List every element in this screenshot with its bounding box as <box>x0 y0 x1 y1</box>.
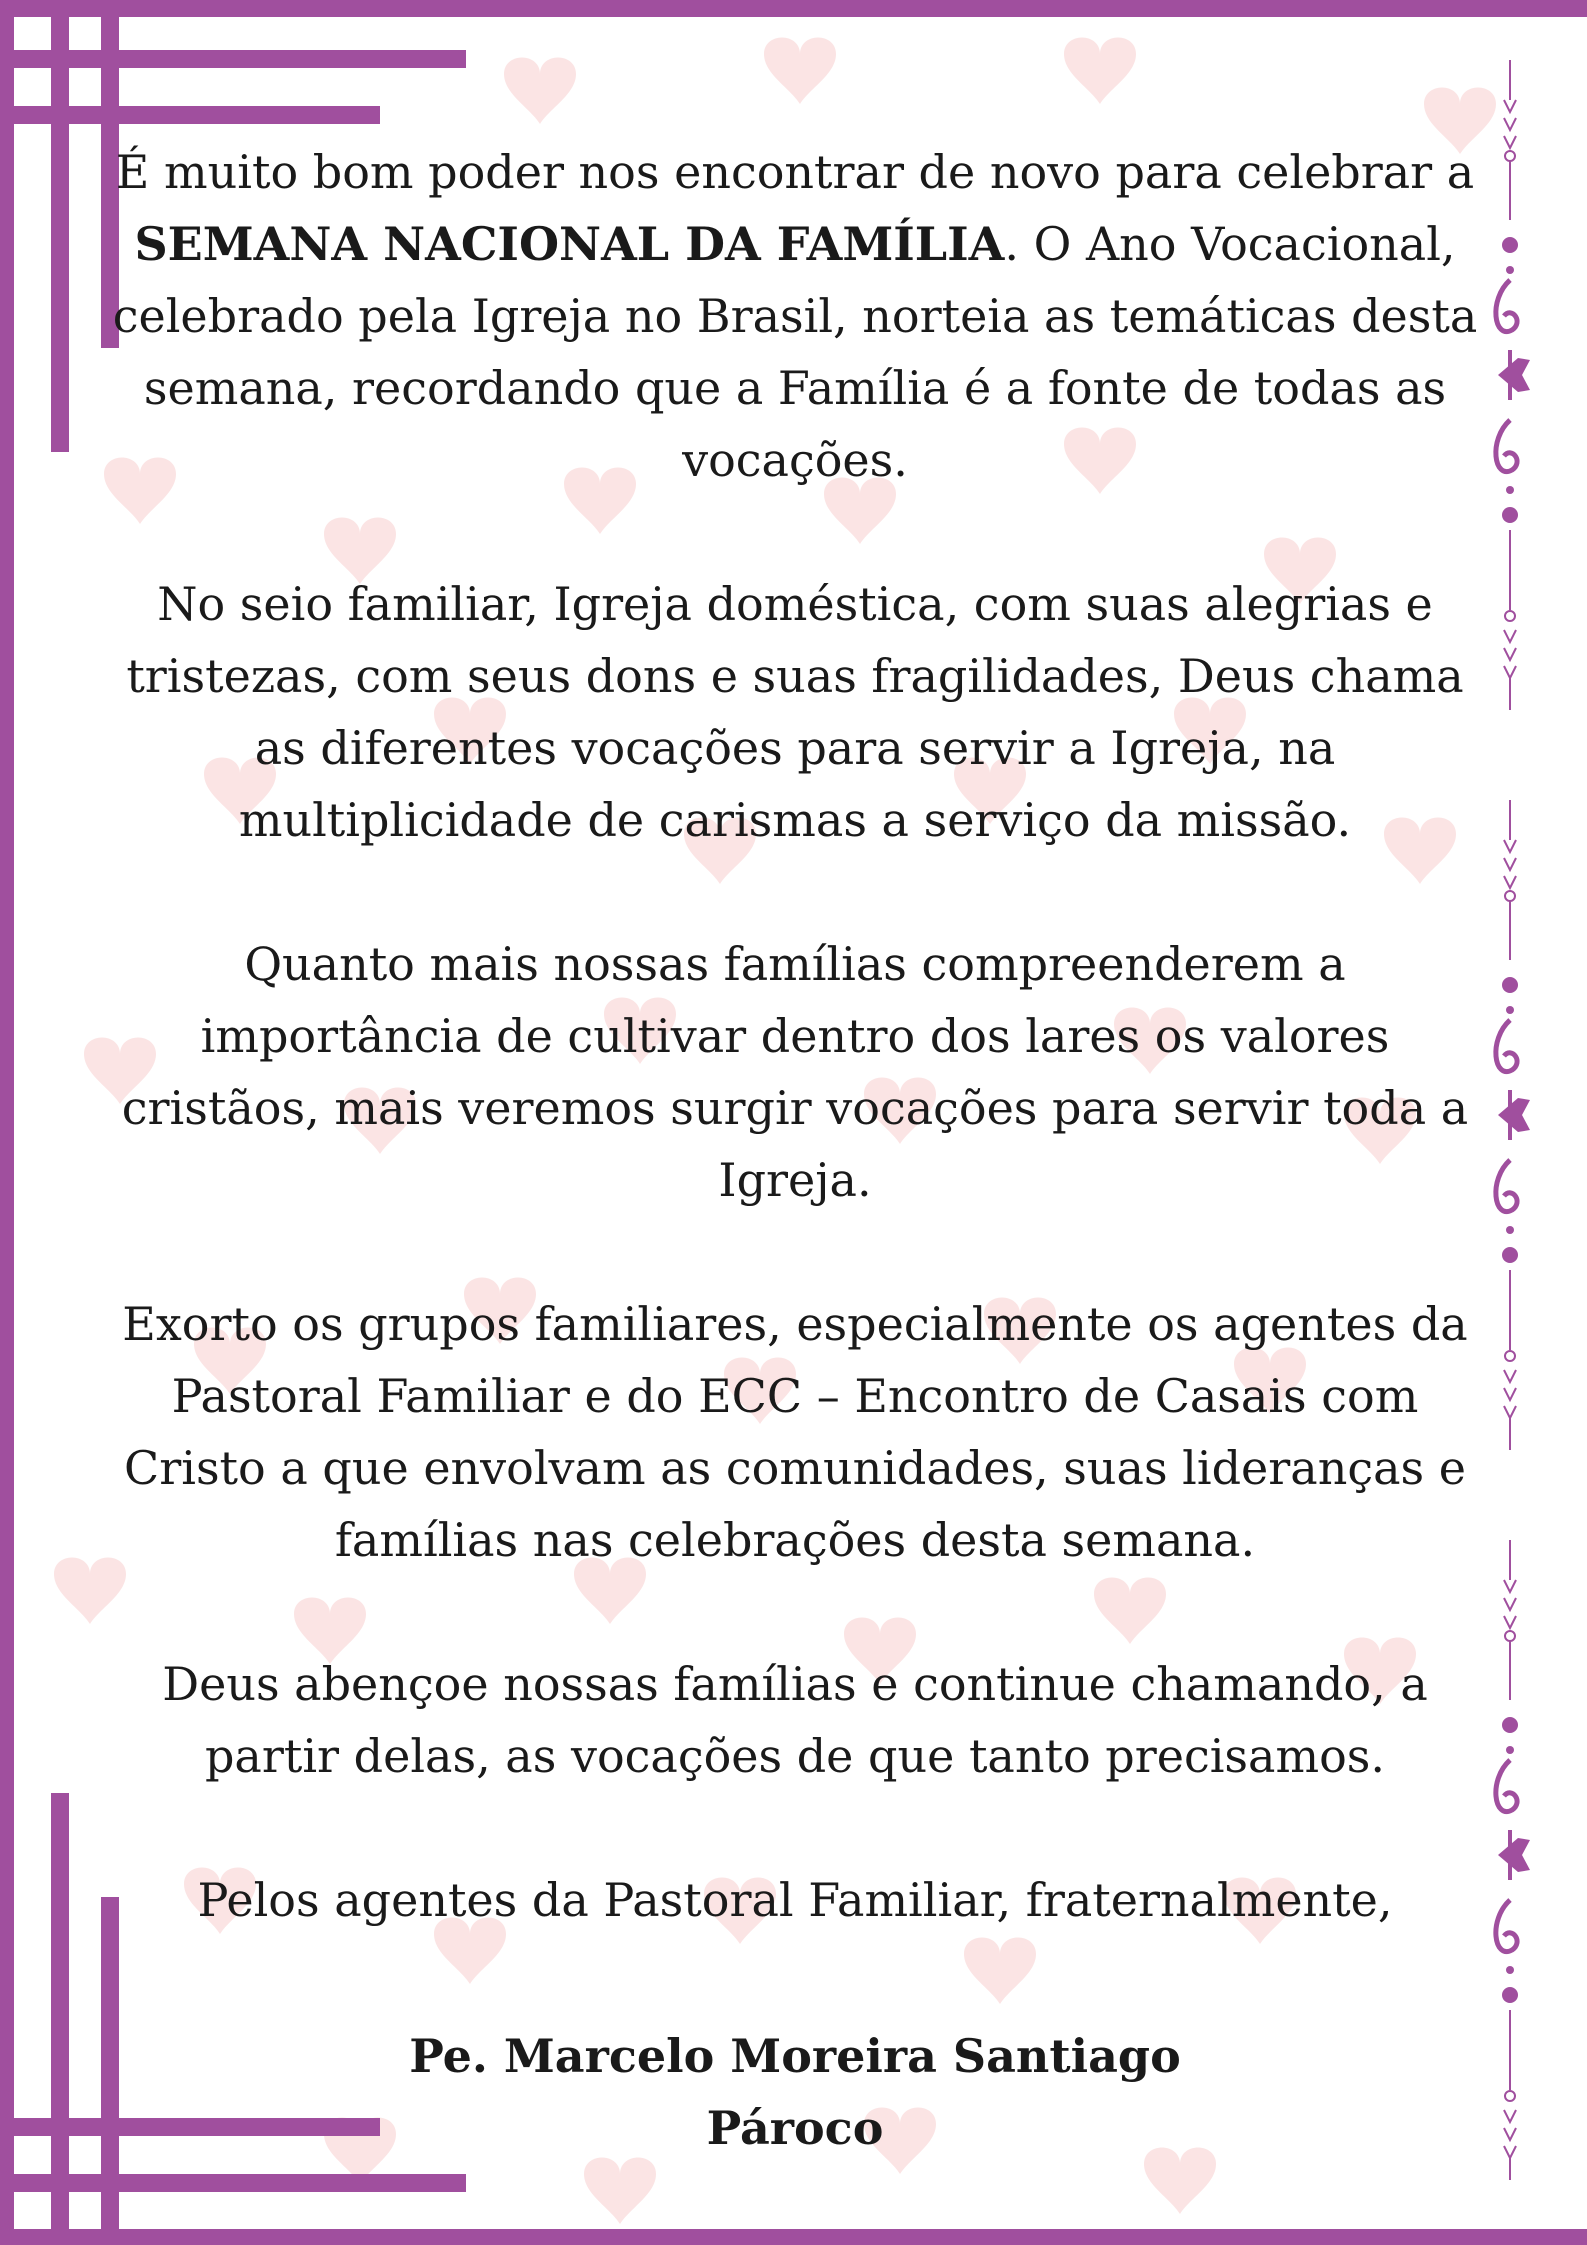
paragraph-christian-values: Quanto mais nossas famílias compreenderem a importância de cultivar dentro dos lares os valores cristãos, mais veremos surgir vocações para servir toda a Igreja. <box>121 937 1469 1207</box>
paragraph-intro <box>100 136 1490 496</box>
signature-block <box>100 2020 1490 2164</box>
signature-name: Pe. Marcelo Moreira Santiago <box>409 2029 1181 2083</box>
frame-left-edge <box>0 0 14 2245</box>
paragraph-blessing: Deus abençoe nossas famílias e continue chamando, a partir delas, as vocações de que tanto precisamos. <box>162 1657 1428 1783</box>
intro-rest: . O Ano Vocacional, celebrado pela Igreja no Brasil, norteia as temáticas desta semana, recordando que a Família é a fonte de todas as vocações. <box>112 217 1478 487</box>
intro-text: É muito bom poder nos encontrar de novo para celebrar a <box>115 145 1475 199</box>
ornament-divider-icon <box>1490 1540 1530 2190</box>
ornament-divider-icon <box>1490 800 1530 1450</box>
paragraph-exhortation: Exorto os grupos familiares, especialmente os agentes da Pastoral Familiar e do ECC – Encontro de Casais com Cristo a que envolvam as comunidades, suas lideranças e famílias nas celebrações desta semana. <box>122 1297 1468 1567</box>
highlight-event-name: SEMANA NACIONAL DA FAMÍLIA <box>134 217 1005 271</box>
corner-bar <box>51 0 69 452</box>
letter-body <box>100 136 1490 2164</box>
ornament-divider-icon <box>1490 60 1530 710</box>
paragraph-family-church: No seio familiar, Igreja doméstica, com suas alegrias e tristezas, com seus dons e suas fragilidades, Deus chama as diferentes vocações para servir a Igreja, na multiplicidade de carismas a serviço da missão. <box>126 577 1464 847</box>
frame-bottom-edge <box>0 2229 1587 2245</box>
frame-top-edge <box>0 0 1587 17</box>
corner-bar <box>0 50 466 68</box>
signature-title: Pároco <box>706 2101 884 2155</box>
corner-bar <box>0 2174 466 2192</box>
closing-line: Pelos agentes da Pastoral Familiar, fraternalmente, <box>197 1873 1393 1927</box>
